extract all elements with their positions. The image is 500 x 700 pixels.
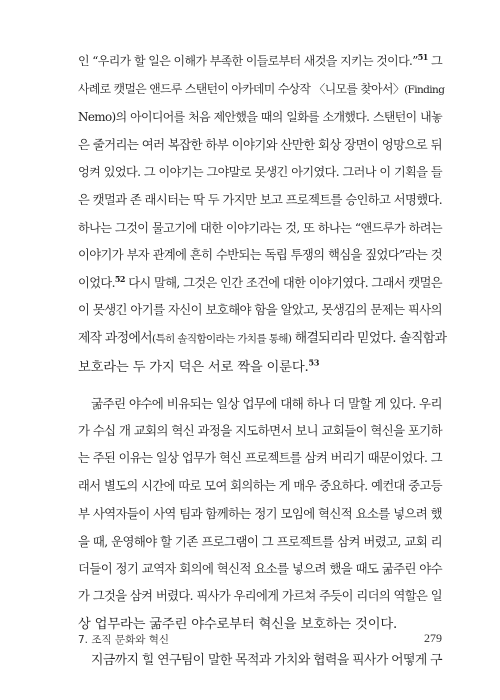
text-line: 가 수십 개 교회의 혁신 과정을 지도하면서 보니 교회들이 혁신을 포기하	[78, 423, 442, 438]
text-line: 더들이 정기 교역자 회의에 혁신적 요소를 넣으려 했을 때도 굶주린 야수	[78, 561, 442, 576]
page-number: 279	[424, 631, 442, 645]
text-line: 래서 별도의 시간에 따로 모여 회의하는 게 매우 중요하다. 예컨대 중고등	[78, 478, 442, 493]
text-line: 제작 과정에서(특히 솔직함이라는 가치를 통해) 해결되리라 믿었다. 솔직함과	[78, 330, 447, 346]
text-line: 굶주린 야수에 비유되는 일상 업무에 대해 하나 더 말할 게 있다. 우리	[91, 396, 442, 412]
text-line: 을 때, 운영해야 할 기존 프로그램이 그 프로젝트를 삼켜 버렸고, 교회 리	[78, 534, 442, 550]
footnote-ref: 51	[417, 52, 428, 63]
small-text: (Finding	[404, 83, 445, 96]
text-line: 사례로 캣멀은 앤드루 스탠턴이 아카데미 수상작 〈니모를 찾아서〉(Finding	[78, 81, 445, 96]
text-line: 은 줄거리는 여러 복잡한 하부 이야기와 산만한 회상 장면이 엉망으로 뒤	[78, 137, 442, 152]
text-line: 보호라는 두 가지 덕은 서로 짝을 이룬다.$^{53}$	[78, 357, 320, 375]
text-line: 은 캣멀과 존 래시터는 딱 두 가지만 보고 프로젝트를 승인하고 서명했다.	[78, 192, 442, 207]
text-line: 엉켜 있었다. 그 이야기는 그야말로 못생긴 아기였다. 그러나 이 기획을 들	[78, 165, 442, 180]
text-line: 부 사역자들이 사역 팀과 함께하는 정기 모임에 혁신적 요소를 넣으려 했	[78, 506, 442, 521]
text-line: 하나는 그것이 물고기에 대한 이야기라는 것, 또 하나는 “앤드루가 하려는	[78, 220, 442, 235]
footnote-ref: 52	[114, 273, 125, 284]
text-line: 이야기가 부자 관계에 흔히 수반되는 독립 투쟁의 핵심을 짚었다”라는 것	[78, 248, 442, 263]
small-text: (특히 솔직함이라는 가치를 통해)	[152, 332, 292, 345]
text-line: 상 업무라는 굶주린 야수로부터 혁신을 보호하는 것이다.	[78, 616, 398, 632]
page-footer	[78, 631, 442, 647]
text-line: 이었다.$^{52}$ 다시 말해, 그것은 인간 조건에 대한 이야기였다. 그래서 캣멀은	[78, 273, 442, 290]
text-line: 는 주된 이유는 일상 업무가 혁신 프로젝트를 삼켜 버리기 때문이었다. 그	[78, 451, 442, 466]
text-line: 인 “우리가 할 일은 이해가 부족한 이들로부터 새것을 지키는 것이다.”$^{51}$ 그	[78, 52, 442, 68]
body-text	[78, 48, 447, 675]
text-line: 이 못생긴 아기를 자신이 보호해야 함을 알았고, 못생김의 문제는 픽사의	[78, 303, 442, 318]
text-line: 지금까지 힐 연구팀이 말한 목적과 가치와 협력을 픽사가 어떻게 구	[91, 653, 442, 669]
text-line: Nemo)의 아이디어를 처음 제안했을 때의 일화를 소개했다. 스탠턴이 내놓	[78, 110, 442, 125]
text-line: 가 그것을 삼켜 버렸다. 픽사가 우리에게 가르쳐 주듯이 리더의 역할은 일	[78, 589, 442, 604]
chapter-title: 7. 조직 문화와 혁신	[78, 634, 170, 646]
footnote-ref: 53	[308, 357, 320, 368]
